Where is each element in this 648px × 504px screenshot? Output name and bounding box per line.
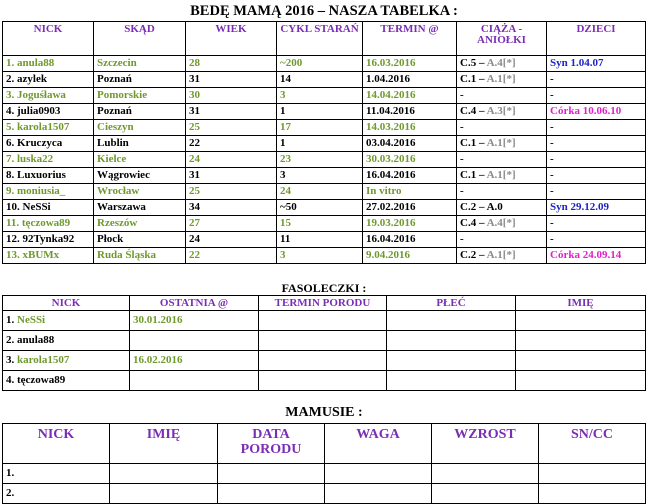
waga-cell	[325, 464, 432, 484]
wiek-cell: 25	[186, 120, 277, 136]
aniolki-value: A.3[*]	[486, 105, 516, 117]
imie-cell	[516, 371, 646, 391]
nick-value: karola1507	[17, 354, 70, 366]
table-row	[3, 331, 646, 351]
ciaza-cell	[457, 152, 547, 168]
table-row	[3, 56, 646, 72]
ciaza-cell	[457, 136, 547, 152]
header-waga: WAGA	[325, 424, 432, 464]
ciaza-value: -	[460, 153, 464, 165]
mamusie-header-row	[3, 424, 646, 464]
table-row	[3, 311, 646, 331]
header-termin-porodu: TERMIN PORODU	[259, 296, 387, 311]
nick-cell: 13. xBUMx	[3, 248, 94, 264]
ciaza-cell	[457, 72, 547, 88]
wiek-cell: 31	[186, 72, 277, 88]
termin-porodu-cell	[259, 331, 387, 351]
termin-cell: 19.03.2016	[363, 216, 457, 232]
mamusie-table	[2, 423, 646, 504]
wiek-cell: 34	[186, 200, 277, 216]
ciaza-value: C.4 –	[460, 217, 487, 229]
header-skad: SKĄD	[94, 22, 186, 56]
ciaza-value: -	[460, 185, 464, 197]
termin-porodu-cell	[259, 311, 387, 331]
imie-cell	[516, 311, 646, 331]
termin-cell: 16.04.2016	[363, 232, 457, 248]
skad-cell: Poznań	[94, 72, 186, 88]
skad-cell: Wrocław	[94, 184, 186, 200]
wiek-cell: 31	[186, 168, 277, 184]
wiek-cell: 25	[186, 184, 277, 200]
ciaza-value: -	[460, 233, 464, 245]
cykl-cell: 15	[277, 216, 363, 232]
nick-cell: 1.	[3, 464, 110, 484]
skad-cell: Pomorskie	[94, 88, 186, 104]
row-number: 1.	[6, 314, 17, 326]
imie-cell	[516, 351, 646, 371]
nick-value: tęczowa89	[17, 374, 66, 386]
ciaza-cell	[457, 232, 547, 248]
table-row	[3, 184, 646, 200]
plec-cell	[387, 351, 516, 371]
ciaza-cell	[457, 200, 547, 216]
nick-cell: 4. julia0903	[3, 104, 94, 120]
wzrost-cell	[432, 464, 539, 484]
termin-cell: 03.04.2016	[363, 136, 457, 152]
dzieci-cell: Syn 29.12.09	[547, 200, 646, 216]
header-ostatnia: OSTATNIA @	[130, 296, 259, 311]
ciaza-value: C.4 –	[460, 105, 487, 117]
dzieci-cell: -	[547, 72, 646, 88]
table-row	[3, 104, 646, 120]
dzieci-cell: -	[547, 152, 646, 168]
aniolki-value: A.4[*]	[486, 57, 516, 69]
nick-cell	[3, 351, 130, 371]
wiek-cell: 22	[186, 136, 277, 152]
dzieci-cell: -	[547, 88, 646, 104]
members-header-row	[3, 22, 646, 56]
members-table	[2, 21, 646, 264]
main-title: BEDĘ MAMĄ 2016 – NASZA TABELKA :	[190, 3, 458, 19]
termin-cell: 14.03.2016	[363, 120, 457, 136]
cykl-cell: 14	[277, 72, 363, 88]
termin-cell: 1.04.2016	[363, 72, 457, 88]
ostatnia-cell: 16.02.2016	[130, 351, 259, 371]
nick-cell: 12. 92Tynka92	[3, 232, 94, 248]
termin-cell: 30.03.2016	[363, 152, 457, 168]
aniolki-value: A.4[*]	[486, 217, 516, 229]
aniolki-value: A.1[*]	[486, 249, 516, 261]
nick-cell: 5. karola1507	[3, 120, 94, 136]
skad-cell: Lublin	[94, 136, 186, 152]
ciaza-cell	[457, 168, 547, 184]
termin-cell: In vitro	[363, 184, 457, 200]
dzieci-cell: Córka 24.09.14	[547, 248, 646, 264]
dzieci-cell: -	[547, 216, 646, 232]
cykl-cell: 17	[277, 120, 363, 136]
table-row	[3, 200, 646, 216]
nick-cell: 2.	[3, 484, 110, 504]
skad-cell: Poznań	[94, 104, 186, 120]
fasoleczki-header-row	[3, 296, 646, 311]
dzieci-cell: Córka 10.06.10	[547, 104, 646, 120]
wiek-cell: 24	[186, 232, 277, 248]
ostatnia-cell: 30.01.2016	[130, 311, 259, 331]
termin-cell: 11.04.2016	[363, 104, 457, 120]
cykl-cell: 3	[277, 248, 363, 264]
fasoleczki-title: FASOLECZKI :	[281, 281, 367, 295]
nick-value: NeSSi	[17, 314, 46, 326]
nick-cell: 8. Luxuorius	[3, 168, 94, 184]
mamusie-title: MAMUSIE :	[285, 405, 363, 420]
row-number: 4.	[6, 374, 17, 386]
nick-cell: 1. anula88	[3, 56, 94, 72]
ciaza-cell	[457, 56, 547, 72]
row-number: 2.	[6, 334, 17, 346]
aniolki-value: A.1[*]	[486, 137, 516, 149]
nick-cell	[3, 331, 130, 351]
ciaza-cell	[457, 184, 547, 200]
wiek-cell: 31	[186, 104, 277, 120]
dzieci-cell: -	[547, 184, 646, 200]
plec-cell	[387, 331, 516, 351]
wiek-cell: 22	[186, 248, 277, 264]
termin-cell: 9.04.2016	[363, 248, 457, 264]
ciaza-value: -	[460, 121, 464, 133]
cykl-cell: 1	[277, 136, 363, 152]
cykl-cell: 23	[277, 152, 363, 168]
table-row	[3, 232, 646, 248]
skad-cell: Kielce	[94, 152, 186, 168]
header-ciaza: CIĄŻA - ANIOŁKI	[457, 22, 547, 56]
cykl-cell: 24	[277, 184, 363, 200]
header-wiek: WIEK	[186, 22, 277, 56]
header-wzrost: WZROST	[432, 424, 539, 464]
row-number: 3.	[6, 354, 17, 366]
header-nick: NICK	[3, 424, 110, 464]
dzieci-cell: -	[547, 136, 646, 152]
nick-cell: 7. luska22	[3, 152, 94, 168]
plec-cell	[387, 371, 516, 391]
header-termin: TERMIN @	[363, 22, 457, 56]
dzieci-cell: -	[547, 232, 646, 248]
skad-cell: Warszawa	[94, 200, 186, 216]
termin-porodu-cell	[259, 371, 387, 391]
dzieci-cell: -	[547, 120, 646, 136]
header-dzieci: DZIECI	[547, 22, 646, 56]
wiek-cell: 24	[186, 152, 277, 168]
termin-porodu-cell	[259, 351, 387, 371]
aniolki-value: A.1[*]	[486, 73, 516, 85]
fasoleczki-table	[2, 295, 646, 391]
table-row	[3, 216, 646, 232]
wiek-cell: 30	[186, 88, 277, 104]
header-nick: NICK	[3, 296, 130, 311]
ciaza-cell	[457, 216, 547, 232]
table-row	[3, 371, 646, 391]
imie-cell	[110, 464, 218, 484]
nick-value: anula88	[17, 334, 55, 346]
header-data-porodu: DATA PORODU	[218, 424, 325, 464]
nick-cell	[3, 371, 130, 391]
nick-cell: 9. moniusia_	[3, 184, 94, 200]
termin-cell: 14.04.2016	[363, 88, 457, 104]
ciaza-cell	[457, 248, 547, 264]
cykl-cell: ~50	[277, 200, 363, 216]
cykl-cell: ~200	[277, 56, 363, 72]
ostatnia-cell	[130, 371, 259, 391]
ciaza-value: C.1 –	[460, 169, 487, 181]
nick-cell: 2. azylek	[3, 72, 94, 88]
table-row	[3, 248, 646, 264]
termin-cell: 16.03.2016	[363, 56, 457, 72]
header-cykl: CYKL STARAŃ	[277, 22, 363, 56]
dzieci-cell: Syn 1.04.07	[547, 56, 646, 72]
skad-cell: Płock	[94, 232, 186, 248]
sn-cc-cell	[539, 464, 646, 484]
skad-cell: Cieszyn	[94, 120, 186, 136]
termin-cell: 16.04.2016	[363, 168, 457, 184]
wiek-cell: 28	[186, 56, 277, 72]
table-row	[3, 351, 646, 371]
table-row	[3, 120, 646, 136]
ciaza-value: -	[460, 89, 464, 101]
cykl-cell: 1	[277, 104, 363, 120]
ciaza-cell	[457, 120, 547, 136]
ciaza-cell	[457, 88, 547, 104]
aniolki-value: A.1[*]	[486, 169, 516, 181]
ciaza-value: C.5 –	[460, 57, 487, 69]
wiek-cell: 27	[186, 216, 277, 232]
skad-cell: Wągrowiec	[94, 168, 186, 184]
table-row	[3, 136, 646, 152]
nick-cell	[3, 311, 130, 331]
nick-cell: 11. tęczowa89	[3, 216, 94, 232]
header-nick: NICK	[3, 22, 94, 56]
header-plec: PŁEĆ	[387, 296, 516, 311]
table-row	[3, 168, 646, 184]
ciaza-value: C.1 –	[460, 73, 487, 85]
table-row	[3, 72, 646, 88]
imie-cell	[516, 331, 646, 351]
cykl-cell: 3	[277, 88, 363, 104]
skad-cell: Szczecin	[94, 56, 186, 72]
skad-cell: Ruda Śląska	[94, 248, 186, 264]
skad-cell: Rzeszów	[94, 216, 186, 232]
header-imie: IMIĘ	[110, 424, 218, 464]
header-imie: IMIĘ	[516, 296, 646, 311]
cykl-cell: 11	[277, 232, 363, 248]
ciaza-value: C.2 – A.0	[460, 201, 503, 213]
termin-cell: 27.02.2016	[363, 200, 457, 216]
nick-cell: 6. Kruczyca	[3, 136, 94, 152]
data-porodu-cell	[218, 464, 325, 484]
cykl-cell: 3	[277, 168, 363, 184]
ciaza-value: C.2 –	[460, 249, 487, 261]
nick-cell: 3. Joguśława	[3, 88, 94, 104]
table-row	[3, 152, 646, 168]
ciaza-cell	[457, 104, 547, 120]
table-row	[3, 88, 646, 104]
nick-cell: 10. NeSSi	[3, 200, 94, 216]
table-row	[3, 464, 646, 484]
header-sn-cc: SN/CC	[539, 424, 646, 464]
plec-cell	[387, 311, 516, 331]
ostatnia-cell	[130, 331, 259, 351]
ciaza-value: C.1 –	[460, 137, 487, 149]
dzieci-cell: -	[547, 168, 646, 184]
